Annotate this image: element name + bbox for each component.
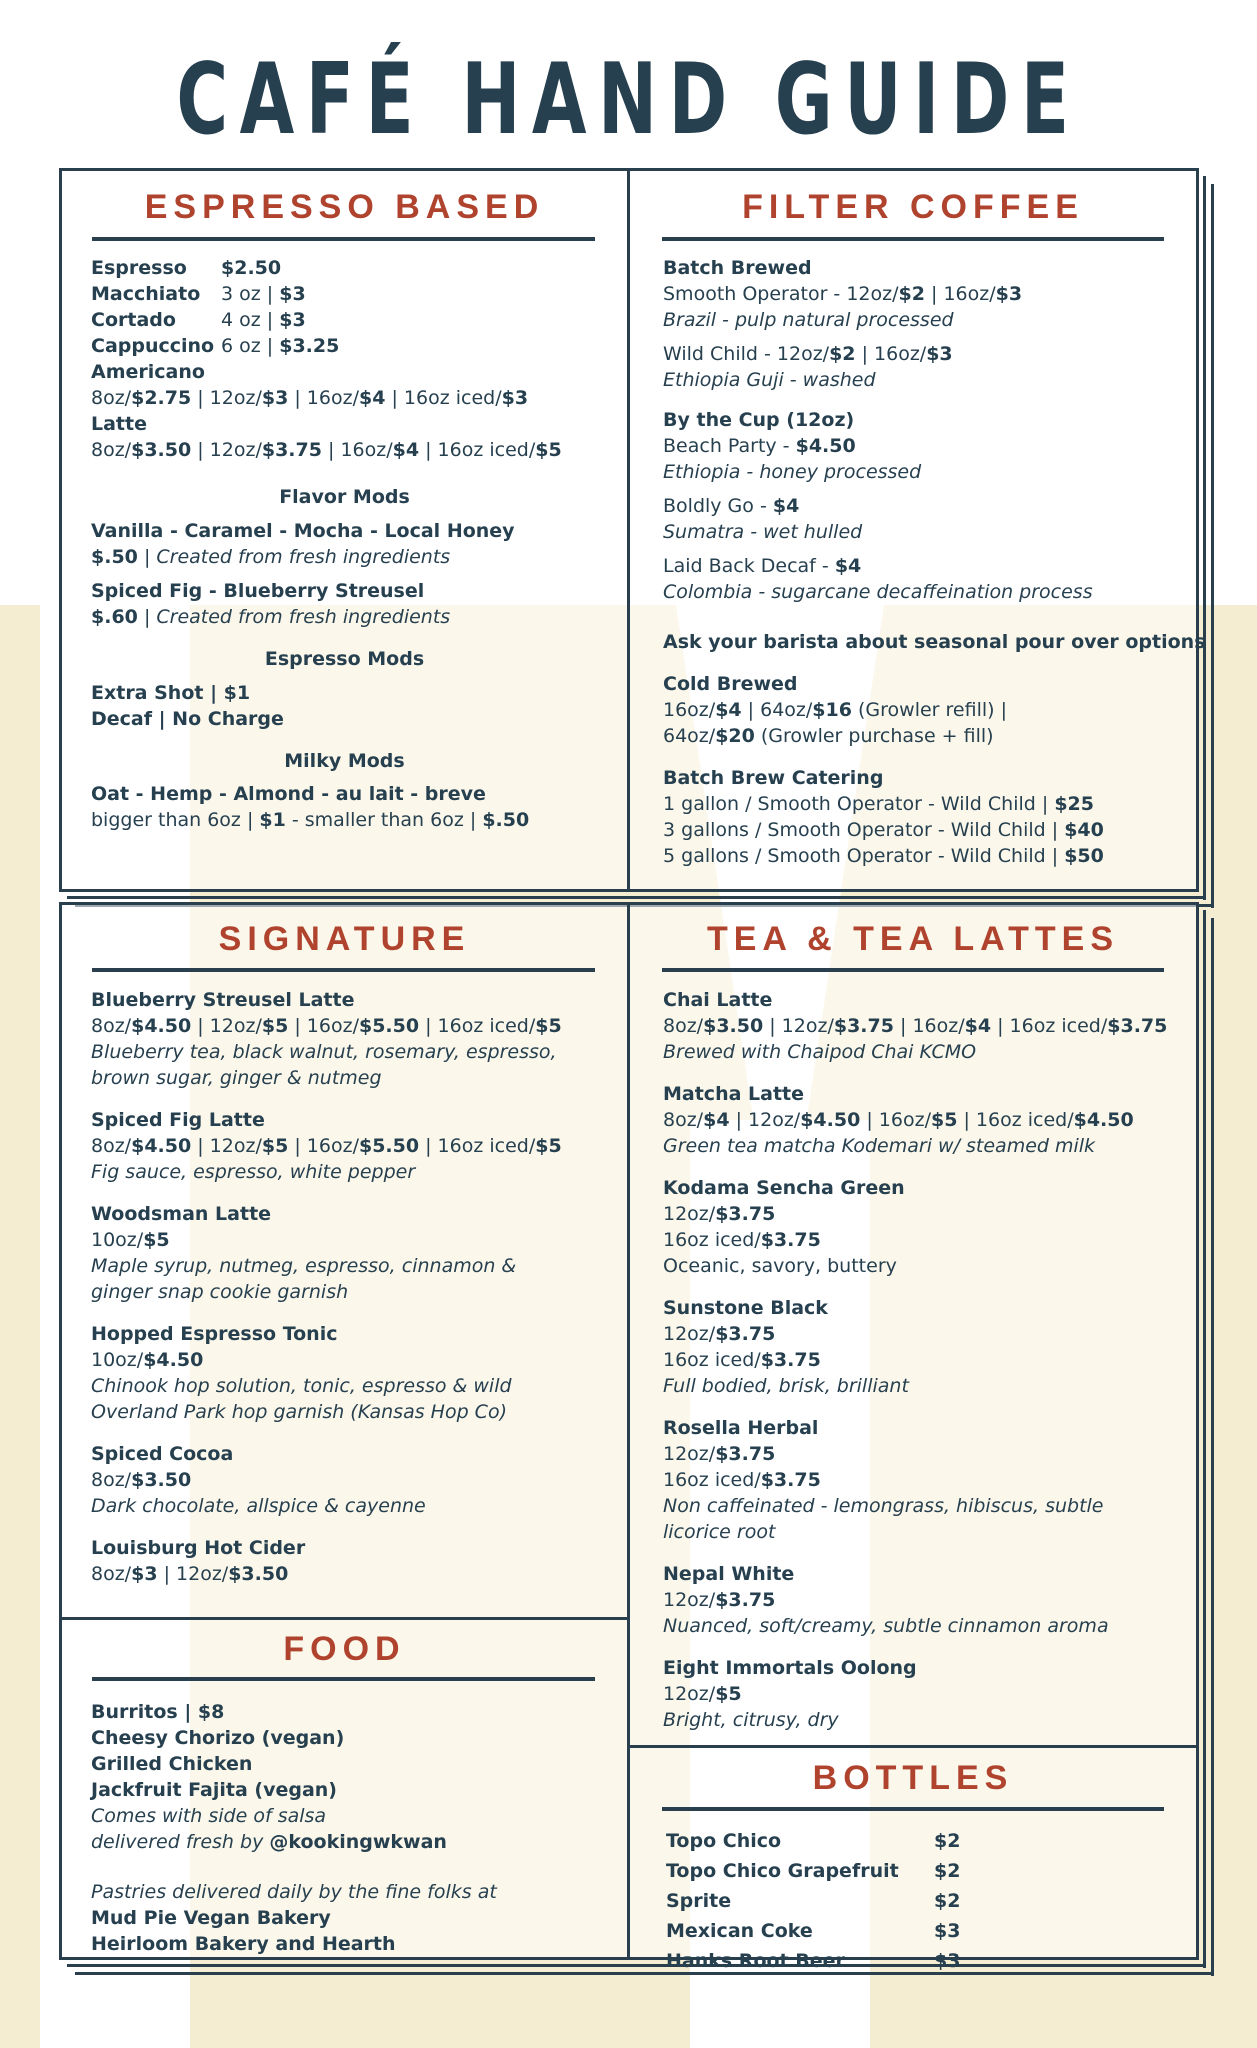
chai-name: Chai Latte: [663, 989, 773, 1011]
espresso-title-rule: [92, 237, 595, 241]
smooth-operator-note: Brazil - pulp natural processed: [663, 309, 954, 331]
food-item: Jackfruit Fajita (vegan): [91, 1779, 337, 1801]
food-section-title: FOOD: [283, 1630, 406, 1668]
tea-bottles-divider: [627, 1745, 1199, 1748]
sfl-name: Spiced Fig Latte: [91, 1109, 265, 1131]
price: $3: [926, 343, 953, 365]
laid-back-decaf: [663, 553, 1206, 579]
signature-food-divider: [59, 1617, 630, 1620]
americano-prices: [91, 385, 562, 411]
price: $4.50: [800, 1109, 861, 1131]
page-title: CAFÉ HAND GUIDE: [176, 43, 1081, 157]
item-size: 6 oz |: [221, 335, 274, 357]
size: | 12oz/: [191, 1015, 262, 1037]
bottle-row: [666, 1886, 960, 1916]
bottle-name: Topo Chico: [666, 1830, 782, 1852]
wild-child: [663, 341, 1206, 367]
bottle-price: $3: [934, 1920, 961, 1942]
seasonal-pour-over-note: Ask your barista about seasonal pour over options: [663, 631, 1206, 653]
price: $3.75: [833, 1015, 894, 1037]
rosella-iced-price: [663, 1467, 1167, 1493]
price: $2: [829, 343, 856, 365]
macchiato-row: [91, 281, 562, 307]
espresso-section-title: ESPRESSO BASED: [144, 188, 545, 226]
price: $3.75: [715, 1443, 776, 1465]
text: (Growler purchase + fill): [754, 725, 994, 747]
bottles-section-title: BOTTLES: [812, 1759, 1014, 1797]
price: $.50: [91, 546, 138, 568]
boldly-go-note: Sumatra - wet hulled: [663, 521, 863, 543]
cold-brewed-prices-1: [663, 697, 1206, 723]
size: | 12oz/: [729, 1109, 801, 1131]
size: | 12oz/: [191, 1135, 262, 1157]
matcha-prices: [663, 1107, 1167, 1133]
catering-row: [663, 843, 1206, 869]
pastries-note: Pastries delivered daily by the fine folks at: [91, 1881, 497, 1903]
size: | 16oz iced/: [991, 1015, 1108, 1037]
text: Laid Back Decaf -: [663, 555, 835, 577]
espresso-row: [91, 255, 562, 281]
price: $4.50: [131, 1015, 192, 1037]
size: 16oz iced/: [663, 1349, 761, 1371]
by-the-cup-heading: By the Cup (12oz): [663, 409, 855, 431]
size: | 16oz/: [321, 439, 393, 461]
sfl-note: Fig sauce, espresso, white pepper: [91, 1161, 416, 1183]
filter-menu: [663, 255, 1206, 869]
boldly-go: [663, 493, 1206, 519]
kodama-note: Oceanic, savory, buttery: [663, 1255, 897, 1277]
catering-row: [663, 817, 1206, 843]
text: Boldly Go -: [663, 495, 773, 517]
milky-mods-heading: Milky Mods: [284, 750, 405, 772]
bsl-prices: [91, 1013, 562, 1039]
rosella-price: [663, 1441, 1167, 1467]
milk-options: Oat - Hemp - Almond - au lait - breve: [91, 783, 486, 805]
tea-title-rule: [662, 968, 1164, 972]
latte-name: Latte: [91, 413, 147, 435]
size: | 12oz/: [157, 1563, 229, 1585]
catering-heading: Batch Brew Catering: [663, 767, 884, 789]
price: $20: [715, 725, 755, 747]
nepal-name: Nepal White: [663, 1563, 795, 1585]
item-size: 4 oz |: [221, 309, 274, 331]
size: | 12oz/: [191, 387, 262, 409]
note: delivered fresh by: [91, 1831, 270, 1853]
note: | Created from fresh ingredients: [143, 606, 451, 628]
sfl-prices: [91, 1133, 562, 1159]
price: $4.50: [143, 1349, 204, 1371]
oolong-name: Eight Immortals Oolong: [663, 1657, 917, 1679]
espresso-menu: [91, 255, 562, 463]
item-size: 3 oz |: [221, 283, 274, 305]
filter-title-rule: [662, 237, 1164, 241]
price: $4: [358, 387, 386, 409]
oolong-price: [663, 1681, 1167, 1707]
price: $25: [1054, 793, 1094, 815]
price: $.60: [91, 606, 138, 628]
price: $3.50: [131, 1469, 192, 1491]
rosella-note: licorice root: [663, 1521, 776, 1543]
price: $3.75: [261, 439, 322, 461]
bottles-title-rule: [662, 1807, 1164, 1811]
bottom-panel-divider: [627, 902, 630, 1960]
price: $5: [535, 1135, 562, 1157]
size: 12oz/: [663, 1323, 716, 1345]
woodsman-note: ginger snap cookie garnish: [91, 1281, 349, 1303]
size: 8oz/: [91, 439, 132, 461]
price: $3.50: [703, 1015, 764, 1037]
food-menu: [91, 1699, 497, 1957]
rosella-name: Rosella Herbal: [663, 1417, 819, 1439]
price: $3: [995, 283, 1023, 305]
hop-tonic-note: Overland Park hop garnish (Kansas Hop Co): [91, 1401, 507, 1423]
bottle-name: Topo Chico Grapefruit: [666, 1860, 899, 1882]
size: | 16oz iced/: [385, 387, 502, 409]
price: $4.50: [1073, 1109, 1134, 1131]
americano-name: Americano: [91, 361, 205, 383]
size: 8oz/: [663, 1015, 704, 1037]
bottom-panel-shadow-bottom-2: [75, 1972, 1214, 1975]
size: | 16oz iced/: [419, 1135, 536, 1157]
size: | 16oz/: [288, 1015, 359, 1037]
bottle-price: $2: [934, 1830, 961, 1852]
text: Beach Party -: [663, 435, 796, 457]
bsl-note: brown sugar, ginger & nutmeg: [91, 1067, 382, 1089]
bottle-row: [666, 1826, 960, 1856]
signature-menu: [91, 987, 562, 1587]
size: | 16oz/: [288, 387, 359, 409]
cold-brewed-heading: Cold Brewed: [663, 673, 798, 695]
price: $3.75: [715, 1589, 776, 1611]
price: $40: [1064, 819, 1104, 841]
text: 3 gallons / Smooth Operator - Wild Child |: [663, 819, 1065, 841]
price: $5: [261, 1135, 289, 1157]
latte-prices: [91, 437, 562, 463]
text: Wild Child - 12oz/: [663, 343, 830, 365]
decaf: Decaf | No Charge: [91, 708, 284, 730]
rosella-note: Non caffeinated - lemongrass, hibiscus, subtle: [663, 1495, 1104, 1517]
size: 10oz/: [91, 1349, 144, 1371]
bakery-name: Mud Pie Vegan Bakery: [91, 1907, 331, 1929]
text: 16oz/: [663, 699, 716, 721]
text: Smooth Operator - 12oz/: [663, 283, 899, 305]
price: $3.50: [228, 1563, 289, 1585]
item-name: Macchiato: [91, 283, 201, 305]
size: 8oz/: [91, 387, 132, 409]
text: bigger than 6oz |: [91, 809, 260, 831]
top-panel-shadow-bottom-1: [67, 896, 1206, 899]
price: $3.75: [760, 1469, 821, 1491]
price: $50: [1064, 845, 1104, 867]
kodama-name: Kodama Sencha Green: [663, 1177, 905, 1199]
beach-party: [663, 433, 1206, 459]
text: | 16oz/: [855, 343, 927, 365]
price: $2: [898, 283, 925, 305]
sunstone-name: Sunstone Black: [663, 1297, 828, 1319]
text: | 64oz/: [741, 699, 813, 721]
food-item: Grilled Chicken: [91, 1753, 253, 1775]
size: 8oz/: [91, 1015, 132, 1037]
bsl-name: Blueberry Streusel Latte: [91, 989, 355, 1011]
price: $3: [501, 387, 529, 409]
price: $5: [261, 1015, 289, 1037]
food-title-rule: [92, 1677, 595, 1681]
price: $5: [143, 1229, 170, 1251]
price: $4: [772, 495, 800, 517]
text: 1 gallon / Smooth Operator - Wild Child |: [663, 793, 1055, 815]
size: 12oz/: [663, 1443, 716, 1465]
bottle-row: [666, 1946, 960, 1976]
cocoa-prices: [91, 1467, 562, 1493]
food-item: Cheesy Chorizo (vegan): [91, 1727, 345, 1749]
extra-shot: Extra Shot | $1: [91, 682, 251, 704]
price: $1: [259, 809, 286, 831]
milk-pricing: [91, 807, 529, 833]
smooth-operator: [663, 281, 1206, 307]
cappuccino-row: [91, 333, 562, 359]
signature-title-rule: [92, 968, 595, 972]
size: | 16oz/: [288, 1135, 359, 1157]
note: | Created from fresh ingredients: [143, 546, 451, 568]
item-price: $3: [279, 309, 306, 331]
nepal-note: Nuanced, soft/creamy, subtle cinnamon aroma: [663, 1615, 1109, 1637]
chai-note: Brewed with Chaipod Chai KCMO: [663, 1041, 977, 1063]
sunstone-price: [663, 1321, 1167, 1347]
watermark-left-bar: [0, 605, 40, 2048]
size: 8oz/: [91, 1469, 132, 1491]
woodsman-prices: [91, 1227, 562, 1253]
hop-tonic-prices: [91, 1347, 562, 1373]
price: $4: [715, 699, 742, 721]
size: | 16oz iced/: [419, 1015, 536, 1037]
price: $4: [834, 555, 862, 577]
cold-brewed-prices-2: [663, 723, 1206, 749]
cortado-row: [91, 307, 562, 333]
size: | 12oz/: [191, 439, 262, 461]
item-name: Cortado: [91, 309, 176, 331]
size: | 16oz iced/: [957, 1109, 1074, 1131]
price: $3.75: [715, 1323, 776, 1345]
price: $3.75: [715, 1203, 776, 1225]
filter-section-title: FILTER COFFEE: [742, 188, 1084, 226]
matcha-name: Matcha Latte: [663, 1083, 805, 1105]
text: 5 gallons / Smooth Operator - Wild Child |: [663, 845, 1065, 867]
size: | 16oz/: [860, 1109, 931, 1131]
price: $3.50: [131, 439, 192, 461]
size: 8oz/: [663, 1109, 704, 1131]
size: 16oz iced/: [663, 1469, 761, 1491]
kodama-price: [663, 1201, 1167, 1227]
tea-menu: [663, 987, 1167, 1733]
bottle-row: [666, 1916, 960, 1946]
espresso-mods: [91, 680, 284, 732]
sunstone-note: Full bodied, brisk, brilliant: [663, 1375, 909, 1397]
food-delivery: [91, 1829, 497, 1855]
woodsman-note: Maple syrup, nutmeg, espresso, cinnamon &: [91, 1255, 517, 1277]
flavor-mods: [91, 518, 515, 630]
item-name: Espresso: [91, 257, 187, 279]
top-panel-divider: [627, 168, 630, 892]
bottom-panel-shadow-right-1: [1203, 910, 1206, 1968]
hop-tonic-name: Hopped Espresso Tonic: [91, 1323, 338, 1345]
price: $4.50: [795, 435, 856, 457]
kodama-iced-price: [663, 1227, 1167, 1253]
bottle-price: $3: [934, 1950, 961, 1972]
cider-name: Louisburg Hot Cider: [91, 1537, 306, 1559]
wild-child-note: Ethiopia Guji - washed: [663, 369, 876, 391]
size: 12oz/: [663, 1203, 716, 1225]
chai-prices: [663, 1013, 1167, 1039]
price: $3.75: [1107, 1015, 1168, 1037]
cocoa-note: Dark chocolate, allspice & cayenne: [91, 1495, 426, 1517]
price: $5: [930, 1109, 958, 1131]
milky-mods: [91, 781, 529, 833]
bsl-note: Blueberry tea, black walnut, rosemary, espresso,: [91, 1041, 557, 1063]
price: $5.50: [358, 1015, 420, 1037]
price: $4: [703, 1109, 730, 1131]
size: 12oz/: [663, 1589, 716, 1611]
bottle-name: Mexican Coke: [666, 1920, 813, 1942]
hop-tonic-note: Chinook hop solution, tonic, espresso & wild: [91, 1375, 512, 1397]
price: $16: [812, 699, 852, 721]
price: $3.75: [760, 1229, 821, 1251]
price: $4: [964, 1015, 992, 1037]
price: $5: [535, 1015, 562, 1037]
size: | 16oz iced/: [419, 439, 536, 461]
sunstone-iced-price: [663, 1347, 1167, 1373]
price: $5: [715, 1683, 742, 1705]
cocoa-name: Spiced Cocoa: [91, 1443, 234, 1465]
signature-section-title: SIGNATURE: [218, 920, 471, 958]
size: 16oz iced/: [663, 1229, 761, 1251]
bakery-name: Heirloom Bakery and Hearth: [91, 1933, 396, 1955]
text: 64oz/: [663, 725, 716, 747]
batch-brewed-heading: Batch Brewed: [663, 257, 812, 279]
text: | 16oz/: [924, 283, 996, 305]
price: $2.75: [131, 387, 192, 409]
oolong-note: Bright, citrusy, dry: [663, 1709, 839, 1731]
price: $.50: [482, 809, 530, 831]
size: | 12oz/: [763, 1015, 834, 1037]
price: $3: [131, 1563, 158, 1585]
bottom-panel-shadow-right-2: [1211, 918, 1214, 1976]
woodsman-name: Woodsman Latte: [91, 1203, 272, 1225]
top-panel-shadow-right-2: [1211, 184, 1214, 908]
price: $4.50: [131, 1135, 192, 1157]
espresso-mods-heading: Espresso Mods: [264, 648, 425, 670]
bottle-price: $2: [934, 1860, 961, 1882]
bottom-panel-shadow-bottom-1: [67, 1964, 1206, 1967]
flavor1-name: Vanilla - Caramel - Mocha - Local Honey: [91, 520, 515, 542]
nepal-price: [663, 1587, 1167, 1613]
item-price: $2.50: [221, 257, 282, 279]
flavor-mods-heading: Flavor Mods: [279, 486, 410, 508]
laid-back-decaf-note: Colombia - sugarcane decaffeination process: [663, 581, 1093, 603]
item-price: $3.25: [279, 335, 340, 357]
bottles-menu: [666, 1826, 960, 1976]
size: 10oz/: [91, 1229, 144, 1251]
text: - smaller than 6oz |: [285, 809, 483, 831]
price: $3: [261, 387, 289, 409]
size: 8oz/: [91, 1135, 132, 1157]
price: $3.75: [760, 1349, 821, 1371]
size: | 16oz/: [893, 1015, 965, 1037]
bottle-price: $2: [934, 1890, 961, 1912]
item-price: $3: [279, 283, 306, 305]
burritos-heading: Burritos | $8: [91, 1701, 225, 1723]
food-note: Comes with side of salsa: [91, 1805, 327, 1827]
text: (Growler refill) |: [851, 699, 1007, 721]
price: $4: [392, 439, 420, 461]
price: $5: [535, 439, 562, 461]
flavor2-price: [91, 604, 515, 630]
instagram-handle: @kookingwkwan: [269, 1831, 447, 1853]
size: 8oz/: [91, 1563, 132, 1585]
beach-party-note: Ethiopia - honey processed: [663, 461, 922, 483]
cider-prices: [91, 1561, 562, 1587]
catering-row: [663, 791, 1206, 817]
tea-section-title: TEA & TEA LATTES: [706, 920, 1120, 958]
flavor1-price: [91, 544, 515, 570]
bottle-row: [666, 1856, 960, 1886]
price: $5.50: [358, 1135, 420, 1157]
item-name: Cappuccino: [91, 335, 215, 357]
size: 12oz/: [663, 1683, 716, 1705]
matcha-note: Green tea matcha Kodemari w/ steamed milk: [663, 1135, 1096, 1157]
flavor2-name: Spiced Fig - Blueberry Streusel: [91, 580, 425, 602]
bottle-name: Hanks Root Beer: [666, 1950, 845, 1972]
bottle-name: Sprite: [666, 1890, 732, 1912]
